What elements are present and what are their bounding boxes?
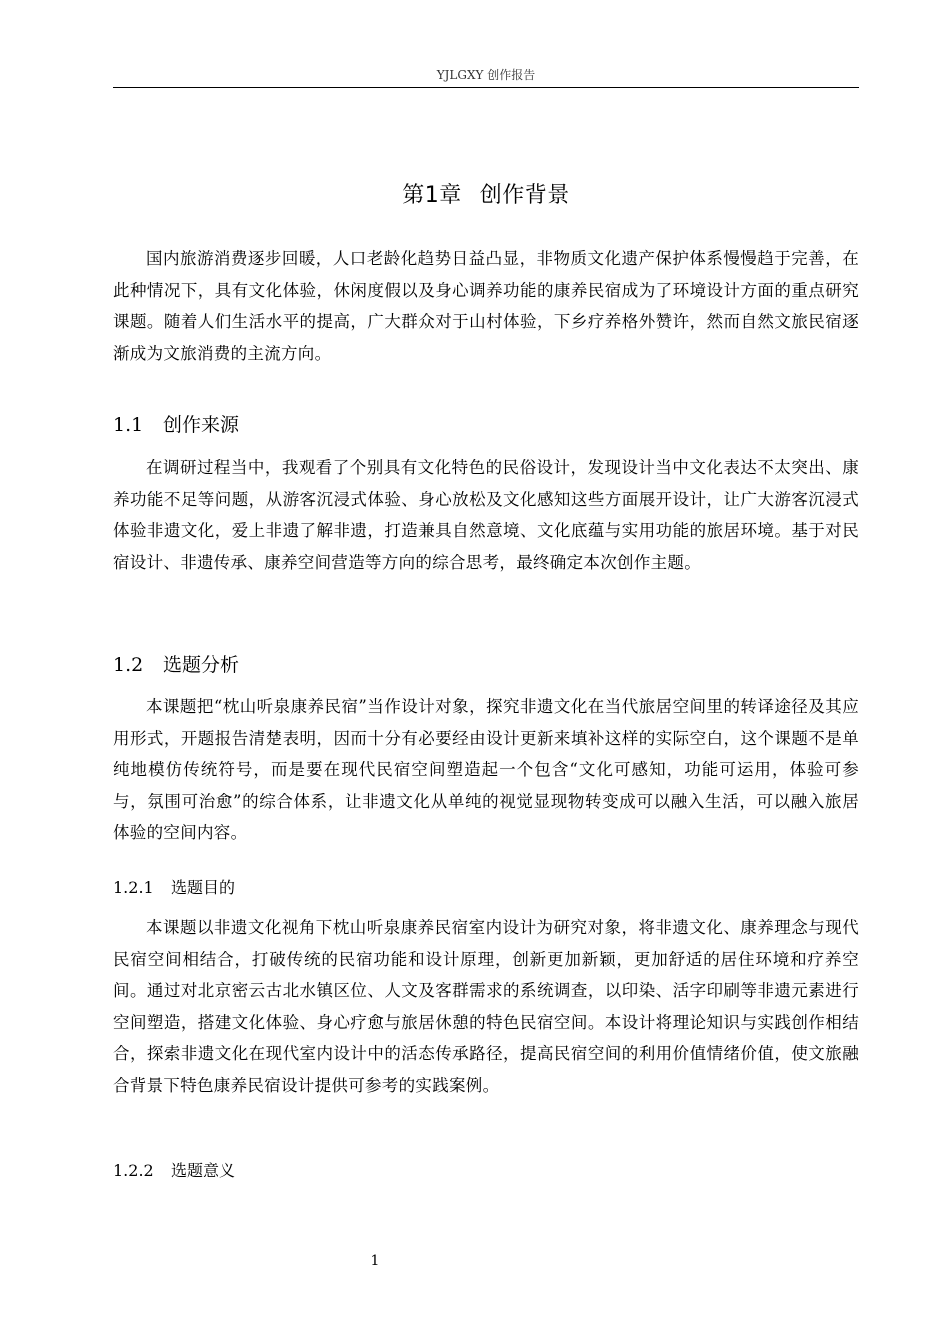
section-1-1-paragraph: 在调研过程当中，我观看了个别具有文化特色的民俗设计，发现设计当中文化表达不太突出、康养功能不足等问题，从游客沉浸式体验、身心放松及文化感知这些方面展开设计，让广大游客沉浸式体验非遗文化，爱上非遗了解非遗，打造兼具自然意境、文化底蕴与实用功能的旅居环境。基于对民宿设计、非遗传承、康养空间营造等方向的综合思考，最终确定本次创作主题。 — [113, 458, 859, 572]
section-number: 1.1 — [113, 414, 144, 436]
section-heading-1-1 — [113, 410, 239, 437]
subsection-number: 1.2.1 — [113, 878, 154, 897]
chapter-name: 创作背景 — [479, 183, 570, 208]
subsection-1-2-1-paragraph: 本课题以非遗文化视角下枕山听泉康养民宿室内设计为研究对象，将非遗文化、康养理念与现代民宿空间相结合，打破传统的民宿功能和设计原理，创新更加新颖，更加舒适的居住环境和疗养空间。通过对北京密云古北水镇区位、人文及客群需求的系统调查，以印染、活字印刷等非遗元素进行空间塑造，搭建文化体验、身心疗愈与旅居休憩的特色民宿空间。本设计将理论知识与实践创作相结合，探索非遗文化在现代室内设计中的活态传承路径，提高民宿空间的利用价值情绪价值，使文旅融合背景下特色康养民宿设计提供可参考的实践案例。 — [113, 918, 859, 1095]
section-number: 1.2 — [113, 654, 144, 676]
subsection-title: 选题意义 — [171, 1161, 236, 1180]
header-divider — [113, 87, 859, 88]
chapter-title — [113, 178, 859, 209]
section-1-2-paragraph: 本课题把“枕山听泉康养民宿”当作设计对象，探究非遗文化在当代旅居空间里的转译途径及其应用形式，开题报告清楚表明，因而十分有必要经由设计更新来填补这样的实际空白，这个课题不是单纯地模仿传统符号，而是要在现代民宿空间塑造起一个包含“文化可感知，功能可运用，体验可参与，氛围可治愈”的综合体系，让非遗文化从单纯的视觉显现物转变成可以融入生活，可以融入旅居体验的空间内容。 — [113, 697, 859, 842]
subsection-heading-1-2-1 — [113, 875, 235, 898]
running-header: YJLGXY 创作报告 — [436, 68, 536, 82]
chapter-number: 第1章 — [402, 183, 462, 208]
section-title: 创作来源 — [163, 414, 240, 436]
subsection-title: 选题目的 — [171, 878, 236, 897]
section-heading-1-2 — [113, 650, 239, 677]
section-title: 选题分析 — [163, 654, 240, 676]
subsection-heading-1-2-2 — [113, 1158, 235, 1181]
page-number: 1 — [370, 1253, 380, 1269]
intro-paragraph: 国内旅游消费逐步回暖，人口老龄化趋势日益凸显，非物质文化遗产保护体系慢慢趋于完善，在此种情况下，具有文化体验，休闲度假以及身心调养功能的康养民宿成为了环境设计方面的重点研究课题。随着人们生活水平的提高，广大群众对于山村体验，下乡疗养格外赞许，然而自然文旅民宿逐渐成为文旅消费的主流方向。 — [113, 249, 859, 363]
subsection-number: 1.2.2 — [113, 1161, 154, 1180]
